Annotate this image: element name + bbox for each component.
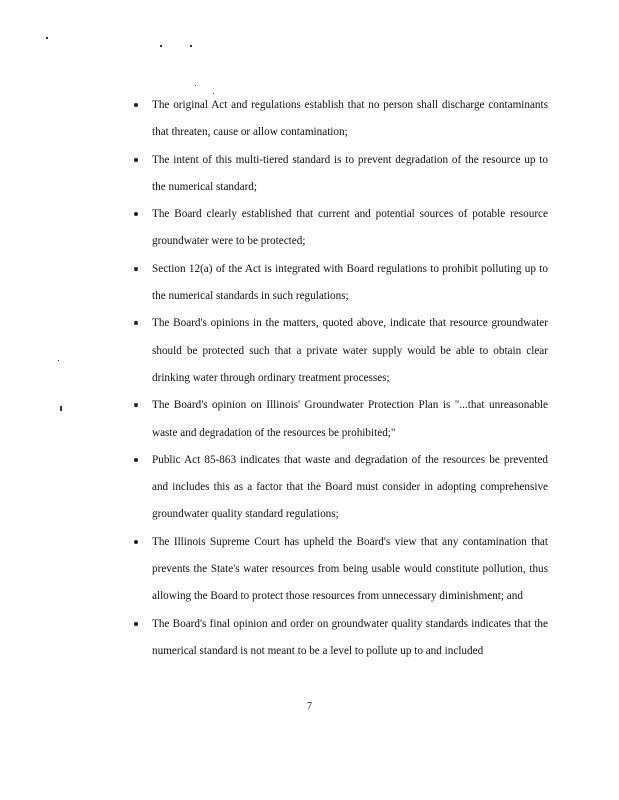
scan-artifact bbox=[58, 360, 59, 361]
scan-artifact bbox=[195, 85, 196, 86]
list-item bbox=[128, 92, 548, 147]
bullet-icon bbox=[134, 103, 138, 107]
bullet-text: The Illinois Supreme Court has upheld the Board's view that any contamination that prevents the State's water resources from being usable would constitute pollution, thus allowing the Board to protect those resources from unnecessary diminishment; and bbox=[152, 535, 548, 603]
scan-artifact bbox=[60, 406, 62, 411]
scan-artifact bbox=[160, 45, 162, 47]
bullet-text: The Board clearly established that current and potential sources of potable resource groundwater were to be protected; bbox=[152, 208, 548, 248]
bullet-icon bbox=[134, 212, 138, 216]
scan-artifact bbox=[46, 37, 48, 39]
bullet-text: Public Act 85-863 indicates that waste and degradation of the resources be prevented and includes this as a factor that the Board must consider in adopting comprehensive groundwater quality standard regulations; bbox=[152, 453, 548, 521]
list-item bbox=[128, 392, 548, 447]
bullet-icon bbox=[134, 458, 138, 462]
bullet-icon bbox=[134, 403, 138, 407]
bullet-icon bbox=[134, 622, 138, 626]
bullet-text: The Board's final opinion and order on groundwater quality standards indicates that the numerical standard is not meant to be a level to pollute up to and included bbox=[152, 617, 548, 657]
list-item bbox=[128, 447, 548, 529]
bullet-icon bbox=[134, 158, 138, 162]
list-item bbox=[128, 201, 548, 256]
list-item bbox=[128, 310, 548, 392]
scan-artifact bbox=[190, 45, 192, 47]
list-item bbox=[128, 256, 548, 311]
list-item bbox=[128, 529, 548, 611]
bullet-text: The Board's opinion on Illinois' Groundwater Protection Plan is "...that unreasonable waste and degradation of the resources be prohibited;" bbox=[152, 399, 548, 439]
bullet-text: The Board's opinions in the matters, quoted above, indicate that resource groundwater should be protected such that a private water supply would be able to obtain clear drinking water through ordinary treatment processes; bbox=[152, 317, 548, 384]
bullet-icon bbox=[134, 540, 138, 544]
list-item bbox=[128, 147, 548, 202]
bullet-list bbox=[128, 92, 548, 665]
page-number: 7 bbox=[307, 701, 312, 712]
bullet-icon bbox=[134, 267, 138, 271]
bullet-icon bbox=[134, 321, 138, 325]
bullet-text: The original Act and regulations establish that no person shall discharge contaminants that threaten, cause or allow contamination; bbox=[152, 99, 548, 139]
bullet-text: Section 12(a) of the Act is integrated with Board regulations to prohibit polluting up to the numerical standards in such regulations; bbox=[152, 262, 548, 303]
bullet-text: The intent of this multi-tiered standard is to prevent degradation of the resource up to the numerical standard; bbox=[152, 153, 548, 193]
list-item bbox=[128, 611, 548, 666]
